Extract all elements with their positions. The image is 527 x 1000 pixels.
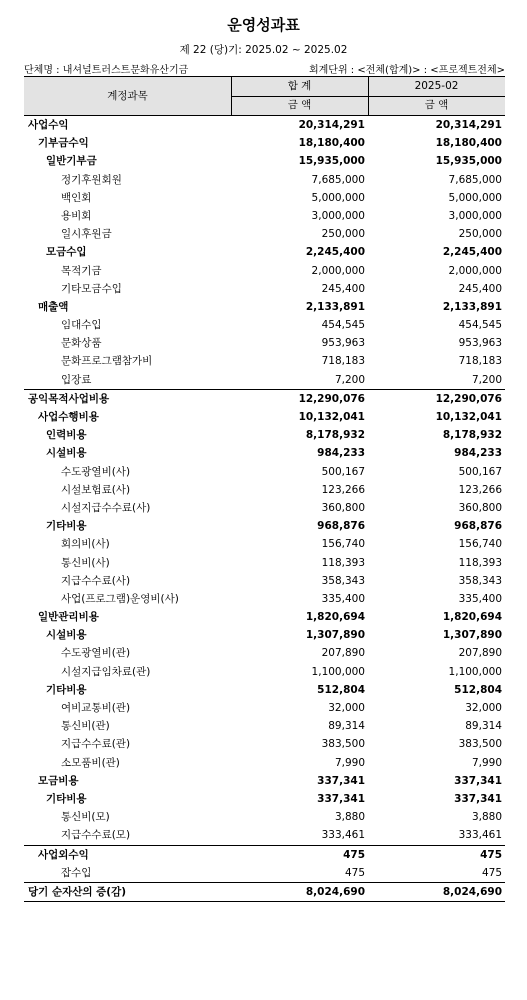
month-amount: 1,307,890 [442, 629, 502, 642]
table-row [24, 572, 505, 590]
table-row [24, 590, 505, 608]
month-amount: 2,245,400 [442, 246, 502, 259]
total-amount: 1,100,000 [311, 665, 365, 678]
total-amount: 1,307,890 [305, 629, 365, 642]
table-row [24, 735, 505, 753]
total-amount: 8,024,690 [305, 885, 365, 898]
total-amount: 335,400 [321, 592, 365, 605]
account-name: 여비교통비(관) [61, 702, 131, 714]
total-amount: 500,167 [321, 465, 365, 478]
table-row [24, 225, 505, 243]
total-amount: 512,804 [317, 683, 365, 696]
month-amount: 337,341 [454, 774, 502, 787]
month-amount: 512,804 [454, 683, 502, 696]
total-amount: 5,000,000 [311, 191, 365, 204]
report-title: 운영성과표 [227, 16, 300, 34]
account-name: 수도광열비(사) [61, 465, 131, 478]
total-amount: 475 [343, 848, 365, 861]
table-row [24, 243, 505, 261]
total-amount: 89,314 [328, 720, 365, 733]
total-amount: 245,400 [321, 282, 365, 295]
account-name: 기타비용 [46, 683, 87, 696]
month-amount: 7,990 [471, 756, 502, 769]
total-amount: 337,341 [317, 774, 365, 787]
month-amount: 2,000,000 [448, 264, 502, 277]
table-row [24, 608, 505, 626]
account-name: 수도광열비(관) [61, 647, 131, 660]
table-row [24, 207, 505, 225]
month-amount: 32,000 [465, 702, 502, 714]
table-row [24, 389, 505, 408]
table-row [24, 134, 505, 152]
month-amount: 2,133,891 [442, 300, 502, 313]
header-month-column [368, 77, 505, 115]
month-amount: 360,800 [458, 501, 502, 514]
account-name: 시설지급임차료(관) [61, 665, 151, 678]
table-row [24, 772, 505, 790]
total-amount: 10,132,041 [298, 411, 365, 423]
total-amount: 2,245,400 [305, 246, 365, 259]
org-name: 단체명 : 내셔널트러스트문화유산기금 [24, 65, 189, 76]
month-amount: 18,180,400 [435, 137, 502, 150]
table-row [24, 626, 505, 644]
table-row [24, 189, 505, 207]
total-amount: 333,461 [321, 829, 365, 842]
account-name: 문화프로그램참가비 [61, 355, 153, 368]
table-row [24, 790, 505, 808]
account-name: 일시후원금 [61, 228, 112, 241]
table-row [24, 262, 505, 280]
month-amount: 89,314 [465, 720, 502, 733]
account-name: 사업수익 [28, 119, 69, 131]
account-name: 인력비용 [46, 429, 87, 442]
table-row [24, 826, 505, 844]
account-name: 시설보험료(사) [61, 483, 131, 496]
account-name: 백인회 [61, 191, 92, 204]
total-amount: 718,183 [321, 355, 365, 368]
total-amount: 337,341 [317, 792, 365, 805]
table-row [24, 298, 505, 316]
table-row [24, 334, 505, 352]
header-month-label: 2025-02 [368, 77, 505, 97]
month-amount: 500,167 [458, 465, 502, 478]
account-name: 목적기금 [61, 264, 102, 277]
month-amount: 383,500 [458, 738, 502, 751]
statement-table [24, 76, 505, 902]
account-name: 매출액 [38, 300, 69, 313]
table-row [24, 408, 505, 426]
total-amount: 7,685,000 [311, 173, 365, 186]
month-amount: 123,266 [458, 483, 502, 496]
accounting-unit: 회계단위 : <전체(합계)> : <프로젝트전체> [308, 65, 505, 76]
table-row [24, 426, 505, 444]
month-amount: 207,890 [458, 647, 502, 660]
account-name: 공익목적사업비용 [28, 392, 110, 405]
account-name: 회의비(사) [61, 538, 110, 551]
table-row [24, 535, 505, 553]
total-amount: 18,180,400 [298, 137, 365, 150]
account-name: 기타모금수입 [61, 282, 122, 295]
table-row [24, 444, 505, 462]
account-name: 입장료 [61, 373, 92, 386]
total-amount: 7,990 [334, 756, 365, 769]
account-name: 기타비용 [46, 792, 87, 805]
total-amount: 156,740 [321, 538, 365, 551]
month-amount: 156,740 [458, 538, 502, 551]
table-row [24, 499, 505, 517]
total-amount: 8,178,932 [305, 429, 365, 442]
table-row [24, 554, 505, 572]
account-name: 당기 순자산의 증(감) [28, 885, 127, 898]
account-name: 정기후원회원 [61, 173, 122, 186]
month-amount: 250,000 [458, 228, 502, 241]
table-body [24, 116, 505, 902]
account-name: 사업외수익 [38, 848, 89, 861]
total-amount: 383,500 [321, 738, 365, 751]
account-name: 기타비용 [46, 520, 87, 533]
table-row [24, 845, 505, 864]
header-month-amount: 금 액 [424, 99, 449, 111]
account-name: 지급수수료(사) [61, 574, 131, 587]
account-name: 지급수수료(관) [61, 738, 131, 751]
total-amount: 3,000,000 [311, 209, 365, 222]
table-row [24, 371, 505, 389]
table-row [24, 644, 505, 662]
month-amount: 20,314,291 [435, 119, 502, 131]
month-amount: 1,820,694 [442, 611, 502, 624]
month-amount: 333,461 [458, 829, 502, 842]
table-row [24, 754, 505, 772]
table-row [24, 463, 505, 481]
total-amount: 475 [344, 866, 365, 879]
month-amount: 245,400 [458, 282, 502, 295]
month-amount: 3,880 [471, 811, 502, 824]
month-amount: 953,963 [458, 337, 502, 350]
table-row [24, 171, 505, 189]
month-amount: 5,000,000 [448, 191, 502, 204]
header-total-column [231, 77, 369, 115]
total-amount: 3,880 [334, 811, 365, 824]
table-row [24, 681, 505, 699]
account-name: 통신비(모) [61, 811, 110, 824]
account-name: 소모품비(관) [61, 756, 120, 769]
month-amount: 1,100,000 [448, 665, 502, 678]
total-amount: 358,343 [321, 574, 365, 587]
total-amount: 953,963 [321, 337, 365, 350]
total-amount: 32,000 [328, 702, 365, 714]
account-name: 모금비용 [38, 774, 79, 787]
report-period: 제 22 (당)기: 2025.02 ~ 2025.02 [179, 44, 348, 56]
month-amount: 335,400 [458, 592, 502, 605]
total-amount: 118,393 [321, 556, 365, 569]
month-amount: 718,183 [458, 355, 502, 368]
total-amount: 207,890 [321, 647, 365, 660]
table-row [24, 882, 505, 902]
header-total-label: 합 계 [231, 77, 368, 97]
account-name: 용비회 [61, 209, 92, 222]
table-row [24, 152, 505, 170]
month-amount: 12,290,076 [435, 392, 502, 405]
account-name: 사업(프로그램)운영비(사) [61, 592, 179, 605]
account-name: 잡수입 [61, 866, 92, 879]
account-name: 통신비(사) [61, 556, 110, 569]
account-name: 지급수수료(모) [61, 829, 131, 842]
account-name: 일반기부금 [46, 155, 97, 168]
total-amount: 968,876 [317, 520, 365, 533]
table-row [24, 481, 505, 499]
total-amount: 1,820,694 [305, 611, 365, 624]
header-account: 계정과목 [24, 77, 232, 115]
account-name: 일반관리비용 [38, 611, 99, 624]
account-name: 사업수행비용 [38, 411, 99, 423]
table-row [24, 699, 505, 717]
total-amount: 15,935,000 [298, 155, 365, 168]
total-amount: 454,545 [321, 319, 365, 332]
month-amount: 3,000,000 [448, 209, 502, 222]
total-amount: 360,800 [321, 501, 365, 514]
month-amount: 337,341 [454, 792, 502, 805]
table-row [24, 352, 505, 370]
month-amount: 358,343 [458, 574, 502, 587]
account-name: 임대수입 [61, 319, 102, 332]
account-name: 시설비용 [46, 629, 87, 642]
month-amount: 984,233 [454, 447, 502, 460]
month-amount: 8,024,690 [442, 885, 502, 898]
total-amount: 7,200 [334, 373, 365, 386]
month-amount: 7,200 [471, 373, 502, 386]
account-name: 시설지급수수료(사) [61, 501, 151, 514]
total-amount: 2,000,000 [311, 264, 365, 277]
total-amount: 250,000 [321, 228, 365, 241]
table-row [24, 717, 505, 735]
account-name: 기부금수익 [38, 137, 89, 150]
month-amount: 454,545 [458, 319, 502, 332]
header-total-amount: 금 액 [287, 99, 312, 111]
table-row [24, 864, 505, 882]
month-amount: 15,935,000 [435, 155, 502, 168]
table-row [24, 663, 505, 681]
total-amount: 123,266 [321, 483, 365, 496]
month-amount: 7,685,000 [448, 173, 502, 186]
month-amount: 968,876 [454, 520, 502, 533]
account-name: 시설비용 [46, 447, 87, 460]
total-amount: 12,290,076 [298, 392, 365, 405]
month-amount: 475 [481, 866, 502, 879]
table-row [24, 280, 505, 298]
account-name: 모금수입 [46, 246, 87, 259]
table-row [24, 517, 505, 535]
month-amount: 475 [480, 848, 502, 861]
table-row [24, 316, 505, 334]
total-amount: 2,133,891 [305, 300, 365, 313]
total-amount: 984,233 [317, 447, 365, 460]
month-amount: 10,132,041 [435, 411, 502, 423]
table-header [24, 76, 505, 116]
total-amount: 20,314,291 [298, 119, 365, 131]
month-amount: 118,393 [458, 556, 502, 569]
account-name: 통신비(관) [61, 720, 110, 733]
table-row [24, 116, 505, 134]
month-amount: 8,178,932 [442, 429, 502, 442]
account-name: 문화상품 [61, 337, 102, 350]
table-row [24, 808, 505, 826]
